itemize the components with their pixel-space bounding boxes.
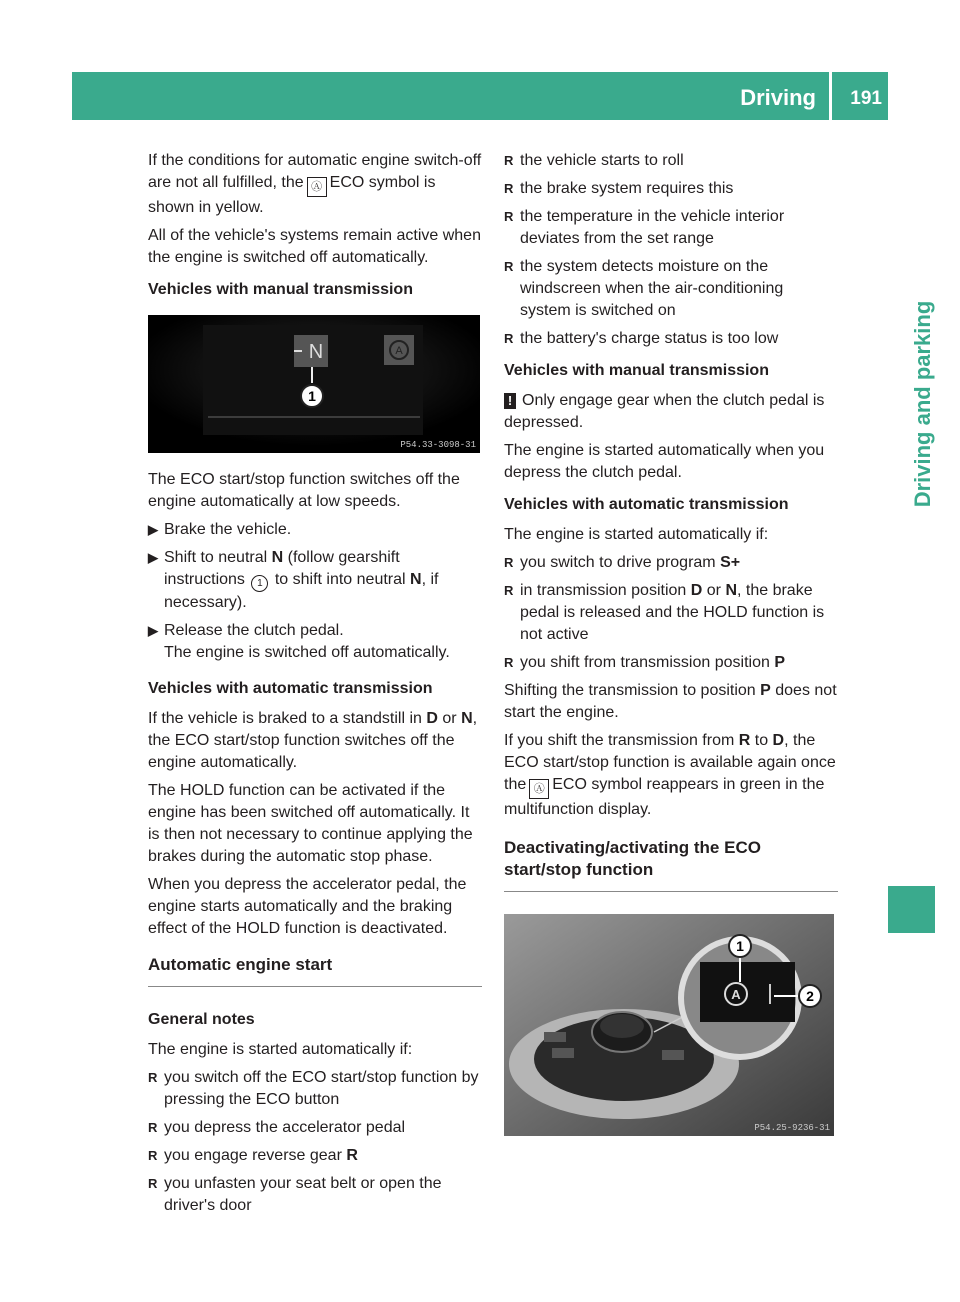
paragraph: Shifting the transmission to position P does not start the engine. <box>504 682 837 721</box>
bullet-icon: R <box>504 181 514 196</box>
warning-icon: ! <box>504 393 516 409</box>
step-result: The engine is switched off automatically. <box>164 644 450 661</box>
svg-text:1: 1 <box>736 938 744 954</box>
bullet-icon: R <box>148 1148 158 1163</box>
step-arrow-icon: ▶ <box>148 623 158 638</box>
right-column <box>504 150 838 1136</box>
bullet-icon: R <box>504 583 514 598</box>
side-tab <box>910 272 935 532</box>
page-header <box>72 72 888 120</box>
paragraph: The engine is started automatically if: <box>148 1041 413 1058</box>
subheading-automatic: Vehicles with automatic transmission <box>148 680 433 697</box>
list-item: R you shift from transmission position P <box>504 652 838 674</box>
list-item: R the temperature in the vehicle interior deviates from the set range <box>504 208 785 247</box>
subheading-general: General notes <box>148 1011 255 1028</box>
subheading-manual: Vehicles with manual transmission <box>148 281 413 298</box>
list-item: R the vehicle starts to roll <box>504 150 838 172</box>
subheading-manual: Vehicles with manual transmission <box>504 362 769 379</box>
eco-start-stop-icon: Ⓐ <box>529 779 549 799</box>
bullet-icon: R <box>148 1070 158 1085</box>
figure-illustration <box>504 914 834 1136</box>
step-arrow-icon: ▶ <box>148 522 158 537</box>
paragraph: When you depress the accelerator pedal, the engine starts automatically and the braking effect of the HOLD function is deactivated. <box>148 876 467 937</box>
page-number: 191 <box>850 88 882 109</box>
bullet-icon: R <box>504 655 514 670</box>
figure-code: P54.33-3098-31 <box>400 440 476 450</box>
svg-text:A: A <box>731 987 741 1002</box>
paragraph: If the conditions for automatic engine switch-off are not all fulfilled, the Ⓐ ECO symbol is shown in yellow. <box>148 152 482 216</box>
side-tab-label: Driving and parking <box>910 300 935 508</box>
paragraph: If you shift the transmission from R to D, the ECO start/stop function is available again once the Ⓐ ECO symbol reappears in green in the multifunction display. <box>504 732 836 818</box>
list-item: R you switch to drive program S+ <box>504 552 838 574</box>
eco-start-stop-icon: Ⓐ <box>307 177 327 197</box>
list-item: R the system detects moisture on the windscreen when the air-conditioning system is switched on <box>504 258 784 319</box>
side-tab-block <box>888 886 935 933</box>
svg-text:1: 1 <box>308 388 316 404</box>
section-heading: Deactivating/activating the ECO start/stop function <box>504 837 838 892</box>
paragraph: The ECO start/stop function switches off the engine automatically at low speeds. <box>148 471 460 510</box>
list-item: R in transmission position D or N, the brake pedal is released and the HOLD function is not active <box>504 582 825 643</box>
paragraph: The HOLD function can be activated if the engine has been switched off automatically. It is then not necessary to continue applying the brakes during the automatic stop phase. <box>148 782 473 865</box>
instruction-step: ▶ Shift to neutral N (follow gearshift instructions 1 to shift into neutral N, if necessary). <box>148 549 439 611</box>
figure-code: P54.25-9236-31 <box>754 1123 830 1133</box>
left-column <box>148 150 482 1223</box>
paragraph: The engine is started automatically if: <box>504 526 769 543</box>
paragraph: The engine is started automatically when you depress the clutch pedal. <box>504 442 825 481</box>
list-item: R you depress the accelerator pedal <box>148 1117 482 1139</box>
figure-eco-button <box>504 914 834 1136</box>
warning-note: ! Only engage gear when the clutch pedal is depressed. <box>504 392 825 431</box>
svg-text:N: N <box>308 341 324 363</box>
list-item: R the brake system requires this <box>504 178 838 200</box>
figure-illustration <box>148 315 480 453</box>
paragraph: All of the vehicle's systems remain active when the engine is switched off automatically. <box>148 227 481 266</box>
bullet-icon: R <box>504 331 514 346</box>
figure-multifunction-display <box>148 315 480 453</box>
section-heading: Automatic engine start <box>148 954 482 987</box>
instruction-step: ▶ Brake the vehicle. <box>148 519 482 541</box>
bullet-icon: R <box>148 1176 158 1191</box>
callout-1-icon: 1 <box>251 575 268 592</box>
svg-text:2: 2 <box>806 988 814 1004</box>
header-divider <box>829 72 832 120</box>
list-item: R you engage reverse gear R <box>148 1145 482 1167</box>
instruction-step: ▶ Release the clutch pedal. The engine is switched off automatically. <box>148 622 450 661</box>
subheading-automatic: Vehicles with automatic transmission <box>504 496 789 513</box>
chapter-title: Driving <box>740 85 816 110</box>
bullet-icon: R <box>504 555 514 570</box>
bullet-icon: R <box>504 209 514 224</box>
bullet-icon: R <box>504 153 514 168</box>
svg-text:A: A <box>395 345 403 357</box>
list-item: R you unfasten your seat belt or open the driver's door <box>148 1175 442 1214</box>
list-item: R the battery's charge status is too low <box>504 328 838 350</box>
bullet-icon: R <box>504 259 514 274</box>
bullet-icon: R <box>148 1120 158 1135</box>
list-item: R you switch off the ECO start/stop function by pressing the ECO button <box>148 1069 479 1108</box>
step-arrow-icon: ▶ <box>148 550 158 565</box>
paragraph: If the vehicle is braked to a standstill in D or N, the ECO start/stop function switches off the engine automatically. <box>148 710 478 771</box>
